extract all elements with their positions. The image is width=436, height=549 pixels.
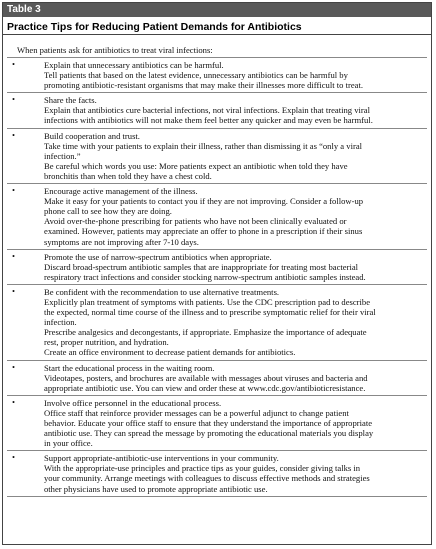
tip-heading: Be confident with the recommendation to use alternative treatments. [44, 286, 280, 297]
tip-text-line: respiratory tract infections and consider stocking narrow-spectrum antibiotic samples instead. [44, 271, 366, 282]
tip-row [7, 395, 427, 450]
tip-row [7, 249, 427, 284]
tip-body [44, 186, 427, 247]
tip-text-line: Discard broad-spectrum antibiotic samples that are inappropriate for treating most bacterial [44, 261, 359, 272]
tip-text-line: Explain that antibiotics cure bacterial infections, not viral infections. Explain that treating viral [44, 105, 370, 116]
tip-text-line: Make it easy for your patients to contact you if they are not improving. Consider a follow-up [44, 196, 364, 207]
tip-body [44, 453, 427, 493]
tip-row [7, 183, 427, 249]
table-frame [2, 2, 432, 545]
tip-text-line: infections with antibiotics will not make them feel better any quicker and may even be harmful. [44, 115, 373, 126]
tip-text-line: antibiotic use. They can spread the message by promoting the educational materials you display [44, 428, 374, 439]
tip-heading: Involve office personnel in the educational process. [44, 397, 222, 408]
tip-text-line: Office staff that reinforce provider messages can be a powerful adjunct to change patient [44, 407, 349, 418]
tip-heading: Encourage active management of the illness. [44, 186, 198, 197]
tip-heading: Build cooperation and trust. [44, 130, 140, 141]
tip-body [44, 287, 427, 358]
tip-heading: Support appropriate-antibiotic-use interventions in your community. [44, 453, 279, 464]
tip-row [7, 360, 427, 395]
bullet-marker: • [12, 361, 16, 372]
tip-text-line: promoting antibiotic-resistant organisms that may make their illnesses more difficult to treat. [44, 80, 364, 91]
bullet-marker: • [12, 285, 16, 296]
tip-row [7, 92, 427, 127]
tip-body [44, 60, 427, 90]
tip-text-line: Take time with your patients to explain their illness, rather than dismissing it as “only a viral [44, 140, 363, 151]
tip-text-line: bronchitis than when told they have a chest cold. [44, 170, 212, 181]
tip-text-line: rest, proper nutrition, and hydration. [44, 337, 169, 348]
tip-text-line: symptoms are not improving after 7-10 days. [44, 236, 199, 247]
tip-heading: Explain that unnecessary antibiotics can be harmful. [44, 60, 224, 70]
bullet-marker: • [12, 129, 16, 140]
tip-heading: Promote the use of narrow-spectrum antibiotics when appropriate. [44, 251, 272, 262]
intro-text: When patients ask for antibiotics to treat viral infections: [17, 45, 213, 55]
tip-text-line: examined. However, patients may appreciate an offer to phone in a prescription if their sinus [44, 226, 363, 237]
tip-text-line: Prescribe analgesics and decongestants, if appropriate. Emphasize the importance of adequate [44, 327, 367, 338]
tip-body [44, 95, 427, 125]
tip-text-line: Videotapes, posters, and brochures are available with messages about viruses and bacteria and [44, 372, 368, 383]
bullet-marker: • [12, 396, 16, 407]
bullet-marker: • [12, 94, 16, 105]
tip-heading: Start the educational process in the waiting room. [44, 362, 215, 373]
tip-text-line: infection.” [44, 150, 81, 161]
tip-text-line: Explicitly plan treatment of symptoms with patients. Use the CDC prescription pad to describe [44, 296, 371, 307]
tip-text-line: behavior. Educate your office staff to ensure that they understand the importance of appropriate [44, 418, 373, 428]
bullet-marker: • [12, 59, 16, 69]
tip-body [44, 252, 427, 282]
tip-body [44, 398, 427, 448]
bullet-marker: • [12, 250, 16, 261]
tip-heading: Share the facts. [44, 95, 97, 106]
tips-table [7, 57, 427, 497]
bullet-marker: • [12, 185, 16, 196]
tip-text-line: the expected, normal time course of the illness and to prescribe symptomatic relief for their viral [44, 307, 376, 318]
table-label: Table 3 [3, 3, 431, 17]
tip-text-line: appropriate antibiotic use. You can view and order these at www.cdc.gov/antibioticresistance. [44, 382, 366, 393]
tip-text-line: Be careful which words you use: More patients expect an antibiotic when told they have [44, 160, 348, 171]
bullet-marker: • [12, 452, 16, 463]
tip-text-line: phone call to see how they are doing. [44, 206, 172, 217]
tip-row [7, 57, 427, 92]
tip-text-line: other physicians have used to promote appropriate antibiotic use. [44, 483, 268, 494]
tip-row [7, 128, 427, 183]
tip-body [44, 131, 427, 181]
tip-row [7, 450, 427, 496]
table-title: Practice Tips for Reducing Patient Demands for Antibiotics [3, 19, 431, 35]
tip-text-line: infection. [44, 317, 77, 328]
tip-row [7, 284, 427, 360]
tip-text-line: Tell patients that based on the latest evidence, unnecessary antibiotics can be harmful by [44, 70, 348, 81]
tip-text-line: your community. Arrange meetings with colleagues to discuss effective methods and strategies [44, 473, 370, 484]
tip-text-line: With the appropriate-use principles and practice tips as your guides, consider giving talks in [44, 463, 361, 474]
tip-text-line: in your office. [44, 438, 93, 449]
tip-text-line: Create an office environment to decrease patient demands for antibiotics. [44, 347, 296, 358]
tip-text-line: Avoid over-the-phone prescribing for patients who have not been clinically evaluated or [44, 216, 347, 227]
tip-body [44, 363, 427, 393]
